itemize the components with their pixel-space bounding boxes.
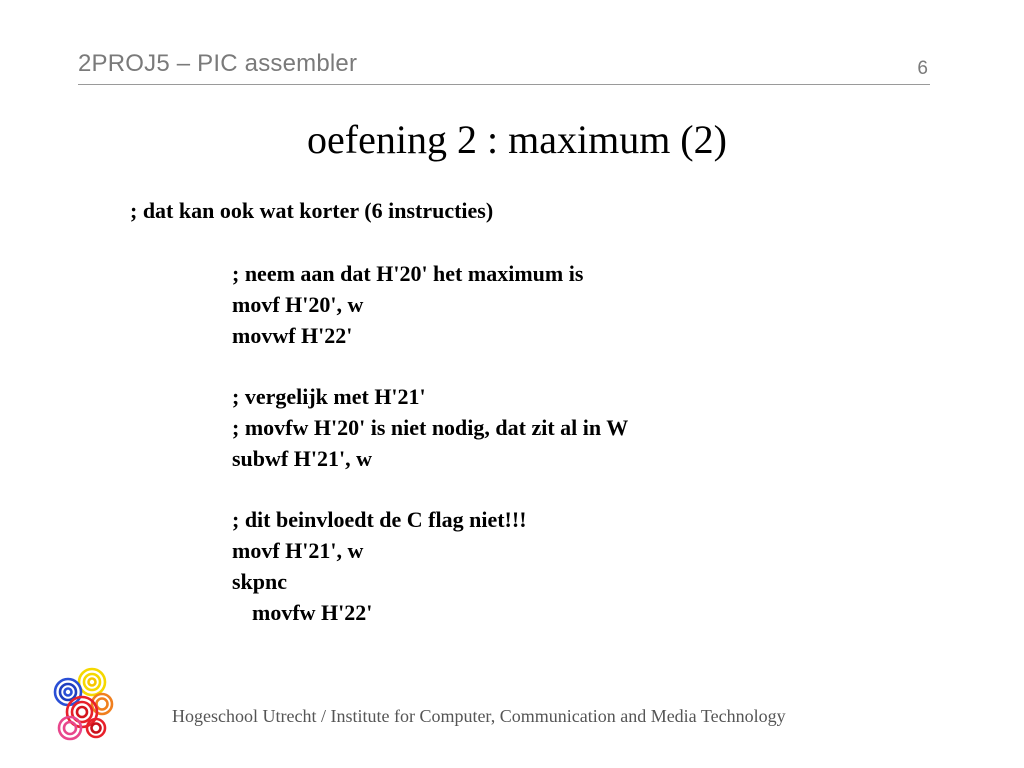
code-line-indented: movfw H'22' bbox=[252, 599, 373, 625]
footer-institution: Hogeschool Utrecht / Institute for Computer, Communication and Media Technology bbox=[172, 706, 786, 726]
hogeschool-utrecht-logo-icon bbox=[46, 664, 120, 744]
slide-title: oefening 2 : maximum (2) bbox=[307, 117, 727, 162]
intro-text: ; dat kan ook wat korter (6 instructies) bbox=[130, 198, 494, 223]
code-block bbox=[232, 259, 628, 629]
page-number: 6 bbox=[917, 58, 928, 79]
code-line: movf H'20', w bbox=[232, 291, 364, 317]
code-line: movf H'21', w bbox=[232, 538, 364, 564]
header-divider bbox=[78, 84, 930, 85]
code-comment: ; vergelijk met H'21' bbox=[232, 384, 426, 410]
code-line: movwf H'22' bbox=[232, 322, 353, 348]
code-spacer bbox=[232, 351, 628, 382]
code-line: subwf H'21', w bbox=[232, 445, 372, 471]
code-comment: ; dit beinvloedt de C flag niet!!! bbox=[232, 507, 527, 533]
code-spacer bbox=[232, 475, 628, 506]
code-comment: ; neem aan dat H'20' het maximum is bbox=[232, 261, 584, 286]
header-title: 2PROJ5 – PIC assembler bbox=[78, 50, 358, 77]
code-line: skpnc bbox=[232, 568, 288, 594]
code-comment: ; movfw H'20' is niet nodig, dat zit al in W bbox=[232, 414, 629, 440]
